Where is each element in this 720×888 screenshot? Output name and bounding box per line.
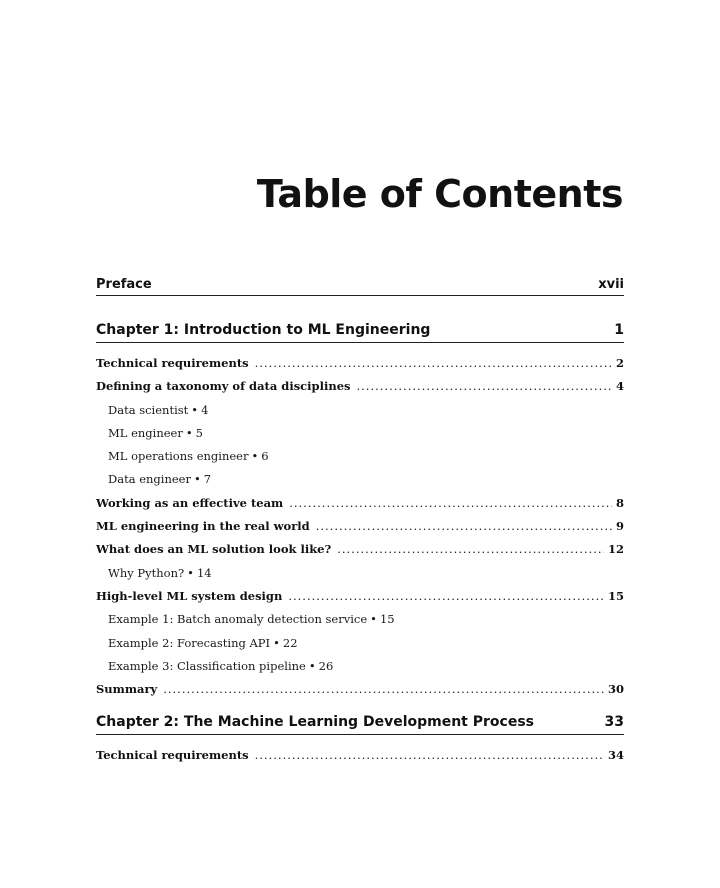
toc-entry[interactable] bbox=[96, 375, 624, 398]
chapter-title: Chapter 2: The Machine Learning Development Process bbox=[96, 714, 534, 731]
bullet-separator: • bbox=[308, 658, 316, 673]
entry-page: 6 bbox=[261, 449, 269, 464]
bullet-separator: • bbox=[193, 472, 201, 487]
entry-label: Summary bbox=[96, 682, 158, 697]
toc-entry[interactable] bbox=[96, 538, 624, 561]
toc-entry[interactable] bbox=[96, 585, 624, 608]
entry-label: ML engineering in the real world bbox=[96, 519, 310, 534]
entry-page: 15 bbox=[379, 612, 395, 627]
bullet-separator: • bbox=[251, 449, 259, 464]
entry-page: 9 bbox=[615, 519, 624, 534]
chapter-page: 1 bbox=[614, 322, 624, 338]
entry-page: 14 bbox=[196, 565, 212, 580]
toc-preface[interactable] bbox=[96, 274, 624, 296]
entry-page: 30 bbox=[607, 682, 624, 697]
entry-label: ML operations engineer bbox=[108, 449, 249, 464]
entry-label: Technical requirements bbox=[96, 748, 249, 763]
entry-page: 7 bbox=[203, 472, 212, 487]
entry-label: Defining a taxonomy of data disciplines bbox=[96, 379, 351, 394]
entry-page: 8 bbox=[615, 495, 624, 510]
bullet-separator: • bbox=[273, 635, 280, 650]
entry-label: What does an ML solution look like? bbox=[96, 542, 332, 557]
entry-page: 5 bbox=[195, 425, 203, 440]
preface-label: Preface bbox=[96, 277, 152, 292]
entry-label: Working as an effective team bbox=[96, 495, 284, 510]
entry-label: Example 3: Classification pipeline bbox=[108, 658, 306, 673]
entry-label: Example 1: Batch anomaly detection service bbox=[108, 612, 368, 627]
chapter-page: 33 bbox=[604, 714, 624, 731]
dot-leader bbox=[337, 538, 604, 561]
toc-entry[interactable] bbox=[96, 678, 624, 701]
page-title: Table of Contents bbox=[256, 172, 623, 216]
dot-leader bbox=[356, 375, 612, 398]
chapter-title: Chapter 1: Introduction to ML Engineering bbox=[96, 322, 431, 338]
entry-label: High-level ML system design bbox=[96, 588, 283, 603]
entry-label: Data engineer bbox=[108, 472, 191, 487]
dot-leader bbox=[316, 515, 612, 538]
entry-page: 4 bbox=[615, 379, 624, 394]
toc-subentry[interactable] bbox=[96, 422, 624, 445]
entry-page: 15 bbox=[607, 588, 624, 603]
toc-subentry[interactable] bbox=[96, 445, 624, 468]
entry-label: Data scientist bbox=[108, 402, 189, 417]
toc-chapter-2[interactable] bbox=[96, 711, 624, 735]
entry-label: Example 2: Forecasting API bbox=[108, 635, 271, 650]
entry-label: Technical requirements bbox=[96, 356, 249, 370]
toc-entry[interactable] bbox=[96, 492, 624, 515]
entry-page: 12 bbox=[607, 542, 624, 557]
dot-leader bbox=[255, 352, 612, 375]
toc-entry[interactable] bbox=[96, 352, 624, 375]
dot-leader bbox=[289, 492, 612, 515]
entry-label: ML engineer bbox=[108, 425, 183, 440]
toc bbox=[96, 274, 624, 768]
bullet-separator: • bbox=[191, 402, 199, 417]
toc-chapter-1[interactable] bbox=[96, 319, 624, 343]
toc-subentry[interactable] bbox=[96, 468, 624, 491]
entry-page: 2 bbox=[615, 356, 624, 370]
dot-leader bbox=[163, 678, 604, 701]
dot-leader bbox=[255, 744, 604, 767]
bullet-separator: • bbox=[370, 612, 377, 627]
toc-entry[interactable] bbox=[96, 515, 624, 538]
toc-subentry[interactable] bbox=[96, 608, 624, 631]
toc-subentry[interactable] bbox=[96, 562, 624, 585]
toc-subentry[interactable] bbox=[96, 655, 624, 678]
entry-page: 4 bbox=[201, 402, 209, 417]
bullet-separator: • bbox=[187, 565, 194, 580]
toc-subentry[interactable] bbox=[96, 632, 624, 655]
dot-leader bbox=[288, 585, 604, 608]
bullet-separator: • bbox=[185, 425, 193, 440]
entry-label: Why Python? bbox=[108, 565, 185, 580]
preface-page: xvii bbox=[598, 277, 624, 292]
toc-subentry[interactable] bbox=[96, 399, 624, 422]
entry-page: 26 bbox=[318, 658, 334, 673]
entry-page: 22 bbox=[282, 635, 298, 650]
toc-entry[interactable] bbox=[96, 744, 624, 767]
entry-page: 34 bbox=[607, 748, 624, 763]
